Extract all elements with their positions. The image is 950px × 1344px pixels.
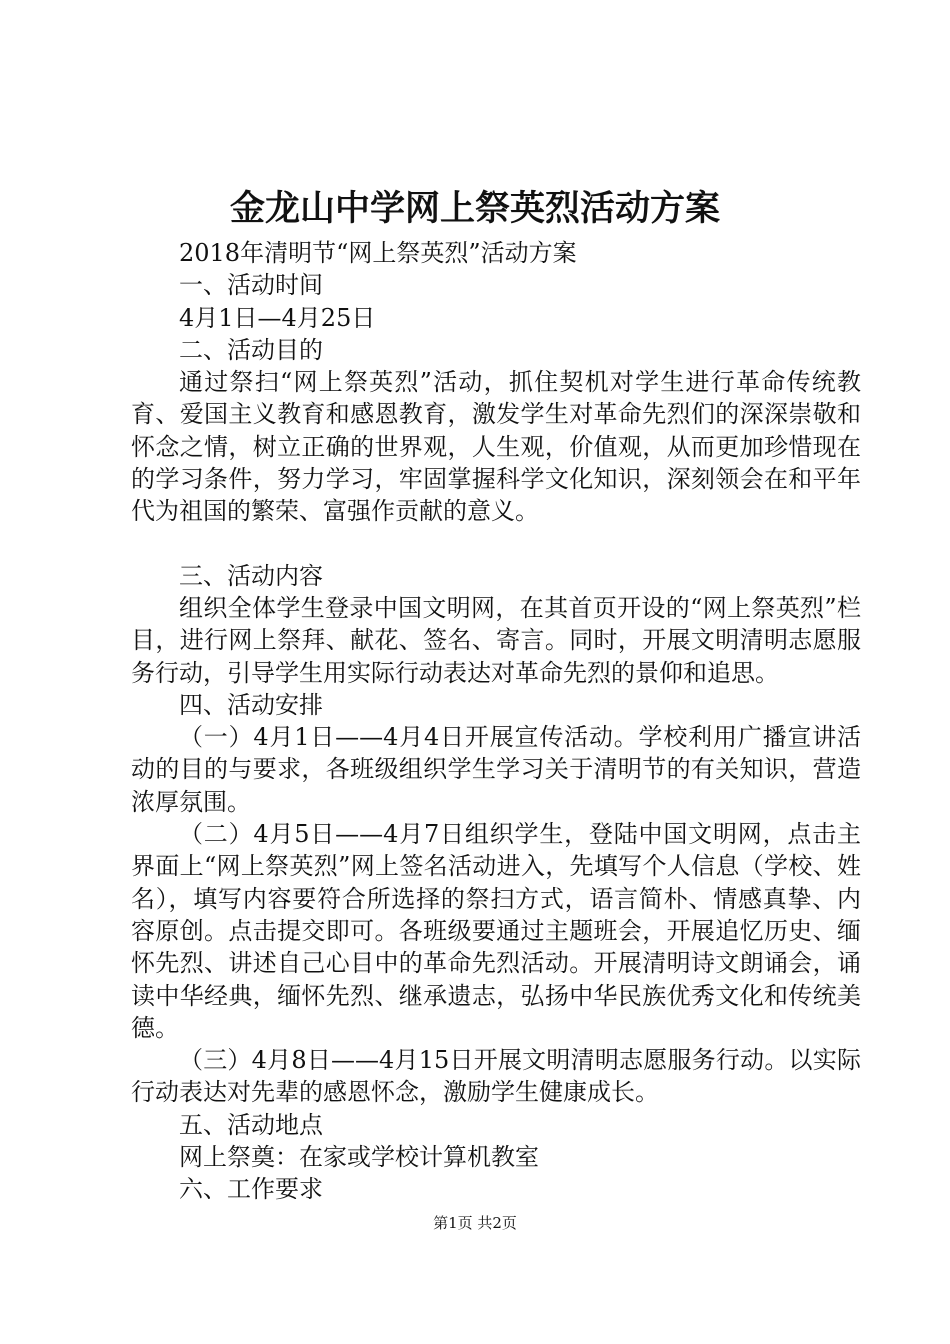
section-heading-schedule: 四、活动安排 [179, 690, 323, 719]
schedule-item-1: （一）4月1日——4月4日开展宣传活动。学校利用广播宣讲活动的目的与要求，各班级组织学生学习关于清明节的有关知识，营造浓厚氛围。 [131, 723, 861, 816]
schedule-item-3: （三）4月8日——4月15日开展文明清明志愿服务行动。以实际行动表达对先辈的感恩怀念，激励学生健康成长。 [131, 1046, 861, 1107]
page-footer: 第1页 共2页 [433, 1214, 517, 1232]
schedule-item-2: （二）4月5日——4月7日组织学生，登陆中国文明网，点击主界面上“网上祭英烈”网上签名活动进入，先填写个人信息（学校、姓名），填写内容要符合所选择的祭扫方式，语言简朴、情感真挚、内容原创。点击提交即可。各班级要通过主题班会，开展追忆历史、缅怀先烈、讲述自己心目中的革命先烈活动。开展清明诗文朗诵会，诵读中华经典，缅怀先烈、继承遗志，弘扬中华民族优秀文化和传统美德。 [131, 820, 861, 1042]
document-body [131, 237, 861, 1206]
location-content: 网上祭奠：在家或学校计算机教室 [179, 1143, 539, 1172]
purpose-paragraph: 通过祭扫“网上祭英烈”活动，抓住契机对学生进行革命传统教育、爱国主义教育和感恩教育，激发学生对革命先烈们的深深崇敬和怀念之情，树立正确的世界观，人生观，价值观，从而更加珍惜现在的学习条件，努力学习，牢固掌握科学文化知识，深刻领会在和平年代为祖国的繁荣、富强作贡献的意义。 [131, 368, 861, 526]
section-heading-requirements: 六、工作要求 [179, 1175, 323, 1204]
document-title: 金龙山中学网上祭英烈活动方案 [229, 188, 720, 229]
section-heading-time: 一、活动时间 [179, 271, 323, 300]
document-subtitle: 2018年清明节“网上祭英烈”活动方案 [179, 239, 577, 267]
section-heading-purpose: 二、活动目的 [179, 335, 323, 364]
paragraph-gap [131, 528, 861, 560]
section-heading-content: 三、活动内容 [179, 561, 323, 590]
activity-dates: 4月1日—4月25日 [179, 303, 376, 332]
content-paragraph: 组织全体学生登录中国文明网，在其首页开设的“网上祭英烈”栏目，进行网上祭拜、献花、签名、寄言。同时，开展文明清明志愿服务行动，引导学生用实际行动表达对革命先烈的景仰和追思。 [131, 593, 861, 687]
section-heading-location: 五、活动地点 [179, 1110, 323, 1139]
